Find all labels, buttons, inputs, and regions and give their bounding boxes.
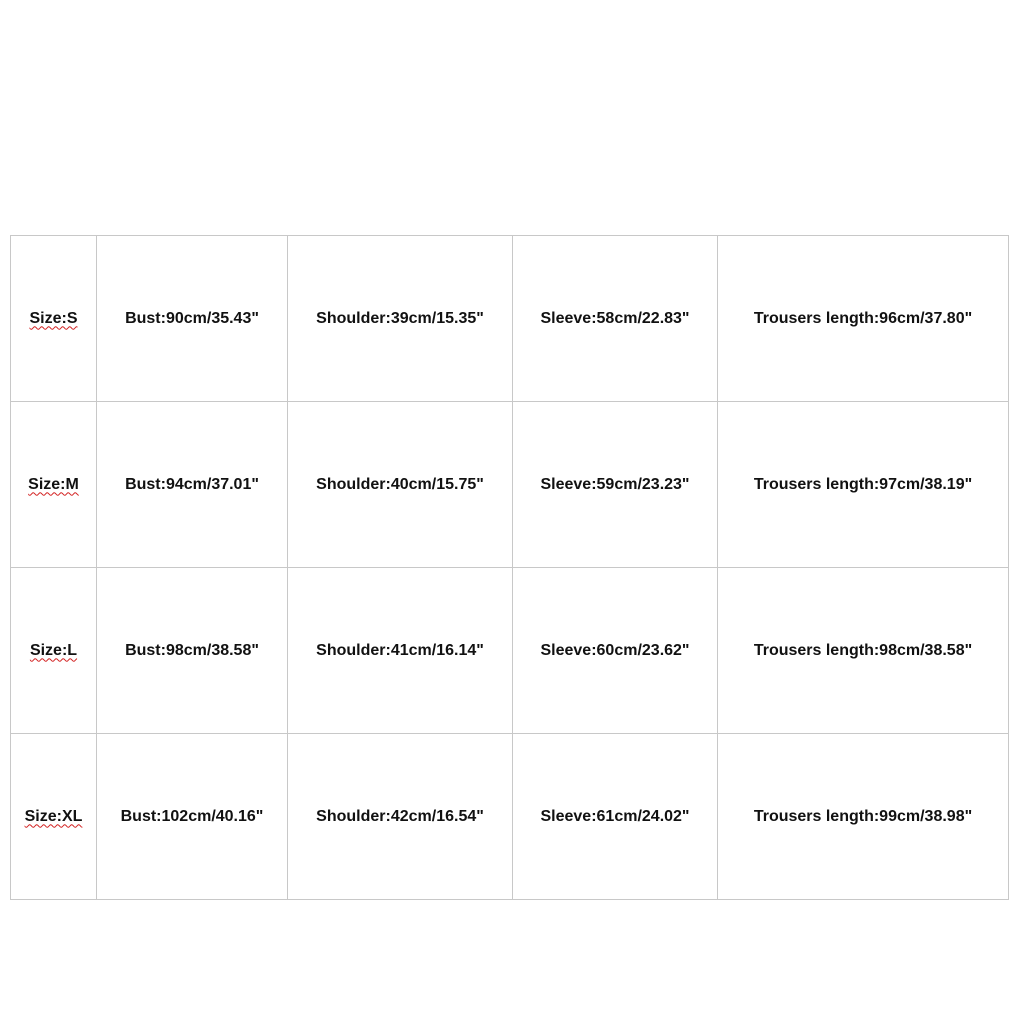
sleeve-cell: Sleeve:59cm/23.23" bbox=[513, 402, 718, 568]
size-cell bbox=[11, 236, 97, 402]
size-label: Size:S bbox=[29, 309, 78, 327]
sleeve-cell: Sleeve:60cm/23.62" bbox=[513, 568, 718, 734]
shoulder-cell: Shoulder:40cm/15.75" bbox=[288, 402, 513, 568]
size-chart-table bbox=[10, 235, 1009, 900]
bust-cell: Bust:94cm/37.01" bbox=[97, 402, 288, 568]
size-cell bbox=[11, 402, 97, 568]
bust-cell: Bust:98cm/38.58" bbox=[97, 568, 288, 734]
trousers-length-cell: Trousers length:99cm/38.98" bbox=[718, 734, 1009, 900]
size-label: Size:XL bbox=[24, 807, 83, 825]
shoulder-cell: Shoulder:41cm/16.14" bbox=[288, 568, 513, 734]
sleeve-cell: Sleeve:58cm/22.83" bbox=[513, 236, 718, 402]
bust-cell: Bust:102cm/40.16" bbox=[97, 734, 288, 900]
shoulder-cell: Shoulder:39cm/15.35" bbox=[288, 236, 513, 402]
trousers-length-cell: Trousers length:98cm/38.58" bbox=[718, 568, 1009, 734]
size-cell bbox=[11, 568, 97, 734]
size-label: Size:M bbox=[28, 475, 79, 493]
table-row bbox=[11, 568, 1009, 734]
shoulder-cell: Shoulder:42cm/16.54" bbox=[288, 734, 513, 900]
table-row bbox=[11, 402, 1009, 568]
trousers-length-cell: Trousers length:97cm/38.19" bbox=[718, 402, 1009, 568]
table-row bbox=[11, 734, 1009, 900]
sleeve-cell: Sleeve:61cm/24.02" bbox=[513, 734, 718, 900]
bust-cell: Bust:90cm/35.43" bbox=[97, 236, 288, 402]
size-label: Size:L bbox=[29, 641, 78, 659]
trousers-length-cell: Trousers length:96cm/37.80" bbox=[718, 236, 1009, 402]
size-cell bbox=[11, 734, 97, 900]
table-row bbox=[11, 236, 1009, 402]
